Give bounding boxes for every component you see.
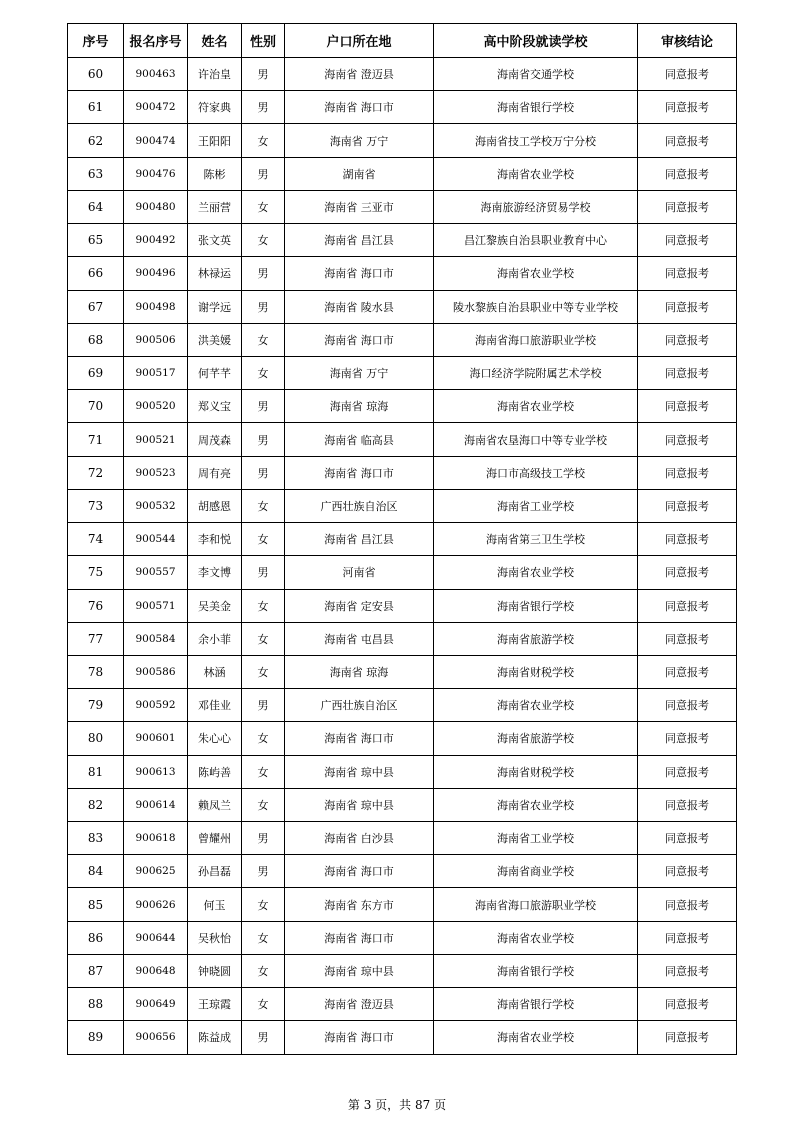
cell-seq: 78	[68, 655, 124, 688]
cell-gender: 男	[242, 290, 285, 323]
cell-gender: 女	[242, 954, 285, 987]
cell-school: 海南省技工学校万宁分校	[434, 124, 638, 157]
table-row	[68, 855, 737, 888]
cell-result: 同意报考	[638, 954, 737, 987]
cell-seq: 68	[68, 323, 124, 356]
cell-school: 海南省海口旅游职业学校	[434, 888, 638, 921]
cell-seq: 71	[68, 423, 124, 456]
table-row	[68, 788, 737, 821]
cell-result: 同意报考	[638, 921, 737, 954]
cell-reg-no: 900544	[124, 523, 188, 556]
table-row	[68, 91, 737, 124]
cell-name: 王阳阳	[188, 124, 242, 157]
cell-school: 海南省农业学校	[434, 788, 638, 821]
header-row	[68, 24, 737, 58]
cell-seq: 81	[68, 755, 124, 788]
cell-residence: 海南省 三亚市	[285, 190, 434, 223]
cell-result: 同意报考	[638, 390, 737, 423]
cell-school: 海口经济学院附属艺术学校	[434, 356, 638, 389]
cell-gender: 女	[242, 755, 285, 788]
cell-result: 同意报考	[638, 190, 737, 223]
cell-residence: 海南省 昌江县	[285, 224, 434, 257]
cell-gender: 男	[242, 556, 285, 589]
table-row	[68, 523, 737, 556]
cell-gender: 女	[242, 888, 285, 921]
cell-result: 同意报考	[638, 689, 737, 722]
cell-name: 吴秋怡	[188, 921, 242, 954]
cell-residence: 海南省 琼海	[285, 390, 434, 423]
cell-result: 同意报考	[638, 489, 737, 522]
table-row	[68, 954, 737, 987]
cell-result: 同意报考	[638, 888, 737, 921]
cell-seq: 69	[68, 356, 124, 389]
cell-name: 许治皇	[188, 58, 242, 91]
cell-name: 洪美媛	[188, 323, 242, 356]
cell-residence: 海南省 琼海	[285, 655, 434, 688]
table-row	[68, 822, 737, 855]
cell-name: 兰丽营	[188, 190, 242, 223]
cell-name: 赖凤兰	[188, 788, 242, 821]
cell-gender: 女	[242, 589, 285, 622]
table-row	[68, 489, 737, 522]
cell-gender: 女	[242, 622, 285, 655]
cell-reg-no: 900532	[124, 489, 188, 522]
cell-reg-no: 900517	[124, 356, 188, 389]
cell-name: 陈屿善	[188, 755, 242, 788]
cell-name: 张文英	[188, 224, 242, 257]
cell-school: 海南省银行学校	[434, 988, 638, 1021]
cell-residence: 海南省 万宁	[285, 124, 434, 157]
table-row	[68, 124, 737, 157]
cell-seq: 66	[68, 257, 124, 290]
cell-gender: 女	[242, 323, 285, 356]
cell-result: 同意报考	[638, 755, 737, 788]
cell-seq: 64	[68, 190, 124, 223]
cell-result: 同意报考	[638, 356, 737, 389]
cell-name: 林涵	[188, 655, 242, 688]
table-row	[68, 1021, 737, 1054]
cell-reg-no: 900496	[124, 257, 188, 290]
cell-seq: 65	[68, 224, 124, 257]
cell-reg-no: 900492	[124, 224, 188, 257]
cell-residence: 广西壮族自治区	[285, 489, 434, 522]
cell-result: 同意报考	[638, 423, 737, 456]
cell-residence: 海南省 海口市	[285, 257, 434, 290]
cell-reg-no: 900557	[124, 556, 188, 589]
cell-gender: 女	[242, 489, 285, 522]
cell-name: 周茂森	[188, 423, 242, 456]
table-row	[68, 722, 737, 755]
table-row	[68, 190, 737, 223]
cell-reg-no: 900592	[124, 689, 188, 722]
table-row	[68, 689, 737, 722]
cell-reg-no: 900476	[124, 157, 188, 190]
header-school: 高中阶段就读学校	[434, 24, 638, 58]
cell-residence: 海南省 海口市	[285, 91, 434, 124]
cell-seq: 76	[68, 589, 124, 622]
cell-residence: 海南省 琼中县	[285, 788, 434, 821]
cell-reg-no: 900613	[124, 755, 188, 788]
table-row	[68, 423, 737, 456]
cell-gender: 男	[242, 58, 285, 91]
cell-school: 海南省第三卫生学校	[434, 523, 638, 556]
cell-seq: 77	[68, 622, 124, 655]
cell-reg-no: 900463	[124, 58, 188, 91]
cell-school: 海南省农垦海口中等专业学校	[434, 423, 638, 456]
cell-name: 符家典	[188, 91, 242, 124]
cell-seq: 80	[68, 722, 124, 755]
cell-gender: 女	[242, 655, 285, 688]
cell-reg-no: 900520	[124, 390, 188, 423]
cell-reg-no: 900626	[124, 888, 188, 921]
cell-residence: 湖南省	[285, 157, 434, 190]
cell-residence: 海南省 海口市	[285, 323, 434, 356]
applicant-review-table	[67, 23, 737, 1055]
cell-gender: 男	[242, 689, 285, 722]
cell-reg-no: 900648	[124, 954, 188, 987]
cell-result: 同意报考	[638, 323, 737, 356]
cell-residence: 海南省 东方市	[285, 888, 434, 921]
cell-residence: 海南省 海口市	[285, 1021, 434, 1054]
cell-gender: 女	[242, 124, 285, 157]
cell-gender: 男	[242, 423, 285, 456]
cell-seq: 79	[68, 689, 124, 722]
cell-reg-no: 900474	[124, 124, 188, 157]
cell-name: 邓佳业	[188, 689, 242, 722]
cell-gender: 女	[242, 722, 285, 755]
cell-result: 同意报考	[638, 822, 737, 855]
table-row	[68, 456, 737, 489]
cell-seq: 72	[68, 456, 124, 489]
cell-name: 吴美金	[188, 589, 242, 622]
cell-result: 同意报考	[638, 91, 737, 124]
cell-residence: 海南省 海口市	[285, 855, 434, 888]
cell-gender: 女	[242, 921, 285, 954]
cell-result: 同意报考	[638, 855, 737, 888]
cell-school: 海南省旅游学校	[434, 622, 638, 655]
cell-school: 海南省交通学校	[434, 58, 638, 91]
cell-reg-no: 900571	[124, 589, 188, 622]
table-header	[68, 24, 737, 58]
table-row	[68, 323, 737, 356]
cell-gender: 女	[242, 356, 285, 389]
cell-school: 海南省农业学校	[434, 689, 638, 722]
cell-reg-no: 900644	[124, 921, 188, 954]
table-row	[68, 157, 737, 190]
cell-school: 海南省商业学校	[434, 855, 638, 888]
cell-residence: 海南省 琼中县	[285, 755, 434, 788]
cell-gender: 男	[242, 456, 285, 489]
cell-result: 同意报考	[638, 257, 737, 290]
cell-seq: 67	[68, 290, 124, 323]
cell-school: 海南省旅游学校	[434, 722, 638, 755]
cell-name: 郑义宝	[188, 390, 242, 423]
cell-gender: 女	[242, 988, 285, 1021]
cell-seq: 86	[68, 921, 124, 954]
cell-gender: 男	[242, 390, 285, 423]
cell-school: 海南省农业学校	[434, 257, 638, 290]
cell-result: 同意报考	[638, 655, 737, 688]
cell-result: 同意报考	[638, 788, 737, 821]
cell-reg-no: 900480	[124, 190, 188, 223]
table-row	[68, 224, 737, 257]
cell-residence: 广西壮族自治区	[285, 689, 434, 722]
cell-school: 海南省农业学校	[434, 390, 638, 423]
cell-result: 同意报考	[638, 988, 737, 1021]
header-seq: 序号	[68, 24, 124, 58]
cell-residence: 海南省 琼中县	[285, 954, 434, 987]
cell-school: 海南省财税学校	[434, 755, 638, 788]
cell-residence: 河南省	[285, 556, 434, 589]
cell-residence: 海南省 澄迈县	[285, 988, 434, 1021]
cell-result: 同意报考	[638, 124, 737, 157]
cell-name: 朱心心	[188, 722, 242, 755]
cell-residence: 海南省 澄迈县	[285, 58, 434, 91]
cell-name: 余小菲	[188, 622, 242, 655]
header-result: 审核结论	[638, 24, 737, 58]
cell-seq: 84	[68, 855, 124, 888]
cell-gender: 女	[242, 190, 285, 223]
cell-reg-no: 900649	[124, 988, 188, 1021]
table-row	[68, 390, 737, 423]
cell-name: 陈益成	[188, 1021, 242, 1054]
cell-name: 何芊芊	[188, 356, 242, 389]
cell-seq: 87	[68, 954, 124, 987]
cell-seq: 89	[68, 1021, 124, 1054]
cell-reg-no: 900601	[124, 722, 188, 755]
cell-residence: 海南省 海口市	[285, 456, 434, 489]
cell-gender: 男	[242, 822, 285, 855]
cell-school: 海南省农业学校	[434, 556, 638, 589]
cell-school: 海南省银行学校	[434, 91, 638, 124]
cell-result: 同意报考	[638, 157, 737, 190]
cell-result: 同意报考	[638, 290, 737, 323]
cell-result: 同意报考	[638, 556, 737, 589]
cell-seq: 60	[68, 58, 124, 91]
cell-name: 何玉	[188, 888, 242, 921]
cell-result: 同意报考	[638, 622, 737, 655]
cell-school: 海南省工业学校	[434, 822, 638, 855]
table-row	[68, 356, 737, 389]
cell-gender: 男	[242, 855, 285, 888]
cell-result: 同意报考	[638, 224, 737, 257]
cell-residence: 海南省 海口市	[285, 921, 434, 954]
cell-name: 胡感恩	[188, 489, 242, 522]
cell-name: 曾耀州	[188, 822, 242, 855]
cell-gender: 女	[242, 224, 285, 257]
table-row	[68, 58, 737, 91]
table-row	[68, 755, 737, 788]
table-row	[68, 290, 737, 323]
cell-name: 林禄运	[188, 257, 242, 290]
cell-reg-no: 900523	[124, 456, 188, 489]
header-residence: 户口所在地	[285, 24, 434, 58]
cell-seq: 82	[68, 788, 124, 821]
cell-gender: 男	[242, 91, 285, 124]
cell-reg-no: 900625	[124, 855, 188, 888]
cell-name: 钟晓圆	[188, 954, 242, 987]
cell-reg-no: 900521	[124, 423, 188, 456]
table-row	[68, 888, 737, 921]
cell-seq: 85	[68, 888, 124, 921]
header-name: 姓名	[188, 24, 242, 58]
cell-name: 李和悦	[188, 523, 242, 556]
cell-reg-no: 900584	[124, 622, 188, 655]
page-footer: 第 3 页，共 87 页	[347, 1098, 447, 1112]
cell-residence: 海南省 海口市	[285, 722, 434, 755]
cell-result: 同意报考	[638, 1021, 737, 1054]
cell-gender: 女	[242, 788, 285, 821]
cell-name: 李文博	[188, 556, 242, 589]
cell-residence: 海南省 白沙县	[285, 822, 434, 855]
cell-result: 同意报考	[638, 58, 737, 91]
table-row	[68, 622, 737, 655]
header-reg-no: 报名序号	[124, 24, 188, 58]
cell-school: 海南省农业学校	[434, 921, 638, 954]
cell-school: 海南省财税学校	[434, 655, 638, 688]
header-gender: 性别	[242, 24, 285, 58]
table-row	[68, 257, 737, 290]
cell-gender: 男	[242, 1021, 285, 1054]
cell-name: 王琼霞	[188, 988, 242, 1021]
cell-school: 海南旅游经济贸易学校	[434, 190, 638, 223]
cell-reg-no: 900618	[124, 822, 188, 855]
cell-seq: 75	[68, 556, 124, 589]
cell-school: 海南省农业学校	[434, 157, 638, 190]
cell-residence: 海南省 陵水县	[285, 290, 434, 323]
cell-seq: 74	[68, 523, 124, 556]
cell-seq: 83	[68, 822, 124, 855]
cell-seq: 73	[68, 489, 124, 522]
table-body	[68, 58, 737, 1055]
cell-residence: 海南省 万宁	[285, 356, 434, 389]
cell-name: 陈彬	[188, 157, 242, 190]
cell-seq: 88	[68, 988, 124, 1021]
cell-residence: 海南省 临高县	[285, 423, 434, 456]
cell-name: 周有亮	[188, 456, 242, 489]
table-row	[68, 655, 737, 688]
cell-reg-no: 900506	[124, 323, 188, 356]
table-row	[68, 921, 737, 954]
cell-school: 陵水黎族自治县职业中等专业学校	[434, 290, 638, 323]
cell-reg-no: 900586	[124, 655, 188, 688]
cell-residence: 海南省 昌江县	[285, 523, 434, 556]
cell-seq: 70	[68, 390, 124, 423]
cell-gender: 男	[242, 157, 285, 190]
cell-name: 谢学远	[188, 290, 242, 323]
cell-seq: 62	[68, 124, 124, 157]
cell-school: 海南省海口旅游职业学校	[434, 323, 638, 356]
table-row	[68, 988, 737, 1021]
table-row	[68, 556, 737, 589]
cell-reg-no: 900498	[124, 290, 188, 323]
cell-result: 同意报考	[638, 456, 737, 489]
cell-school: 海口市高级技工学校	[434, 456, 638, 489]
cell-residence: 海南省 定安县	[285, 589, 434, 622]
cell-seq: 61	[68, 91, 124, 124]
cell-seq: 63	[68, 157, 124, 190]
cell-school: 海南省银行学校	[434, 954, 638, 987]
cell-school: 海南省银行学校	[434, 589, 638, 622]
cell-reg-no: 900614	[124, 788, 188, 821]
cell-gender: 男	[242, 257, 285, 290]
cell-residence: 海南省 屯昌县	[285, 622, 434, 655]
table-row	[68, 589, 737, 622]
cell-result: 同意报考	[638, 589, 737, 622]
cell-school: 昌江黎族自治县职业教育中心	[434, 224, 638, 257]
cell-name: 孙昌磊	[188, 855, 242, 888]
cell-school: 海南省农业学校	[434, 1021, 638, 1054]
cell-reg-no: 900472	[124, 91, 188, 124]
cell-result: 同意报考	[638, 523, 737, 556]
cell-reg-no: 900656	[124, 1021, 188, 1054]
cell-result: 同意报考	[638, 722, 737, 755]
cell-school: 海南省工业学校	[434, 489, 638, 522]
cell-gender: 女	[242, 523, 285, 556]
